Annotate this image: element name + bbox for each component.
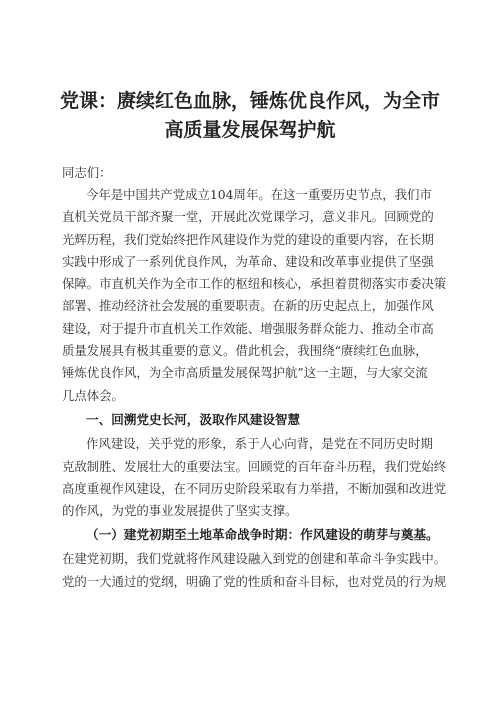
paragraph-line: 保障。市直机关作为全市工作的枢纽和核心，承担着贯彻落实市委决策 <box>62 276 447 291</box>
paragraph-line: 高度重视作风建设，在不同历史阶段采取有力举措，不断加强和改进党 <box>62 481 447 496</box>
paragraph-line: 直机关党员干部齐聚一堂，开展此次党课学习，意义非凡。回顾党的 <box>62 209 434 224</box>
paragraph-line: 实践中形成了一系列优良作风，为革命、建设和改革事业提供了坚强 <box>62 254 434 269</box>
paragraph-line: 的作风，为党的事业发展提供了坚实支撑。 <box>62 503 298 518</box>
paragraph-line: 质量发展具有极其重要的意义。借此机会，我围绕“赓续红色血脉， <box>62 343 428 358</box>
paragraph-line: 建设，对于提升市直机关工作效能、增强服务群众能力、推动全市高 <box>62 321 434 336</box>
subsection-heading: （一）建党初期至土地革命战争时期：作风建设的萌芽与奠基。 <box>86 527 439 542</box>
paragraph-line: 今年是中国共产党成立104周年。在这一重要历史节点，我们市 <box>86 187 432 202</box>
section-heading: 一、回溯党史长河，汲取作风建设智慧 <box>86 412 301 427</box>
paragraph-line: 几点体会。 <box>62 388 124 403</box>
document-title-line-1: 党课：赓续红色血脉，锤炼优良作风，为全市 <box>59 90 440 112</box>
paragraph-line: 光辉历程，我们党始终把作风建设作为党的建设的重要内容，在长期 <box>62 232 434 247</box>
paragraph-line: 部署、推动经济社会发展的重要职责。在新的历史起点上，加强作风 <box>62 298 434 313</box>
salutation: 同志们： <box>62 165 112 180</box>
paragraph-line: 克敌制胜、发展壮大的重要法宝。回顾党的百年奋斗历程，我们党始终 <box>62 459 447 474</box>
paragraph-line: 作风建设，关乎党的形象，系于人心向背，是党在不同历史时期 <box>86 436 433 451</box>
document-title-line-2: 高质量发展保驾护航 <box>164 119 336 141</box>
paragraph-line: 锤炼优良作风，为全市高质量发展保驾护航”这一主题，与大家交流 <box>62 365 428 380</box>
paragraph-line: 党的一大通过的党纲，明确了党的性质和奋斗目标，也对党员的行为规 <box>62 574 447 589</box>
paragraph-line: 在建党初期，我们党就将作风建设融入到党的创建和革命斗争实践中。 <box>62 551 447 566</box>
